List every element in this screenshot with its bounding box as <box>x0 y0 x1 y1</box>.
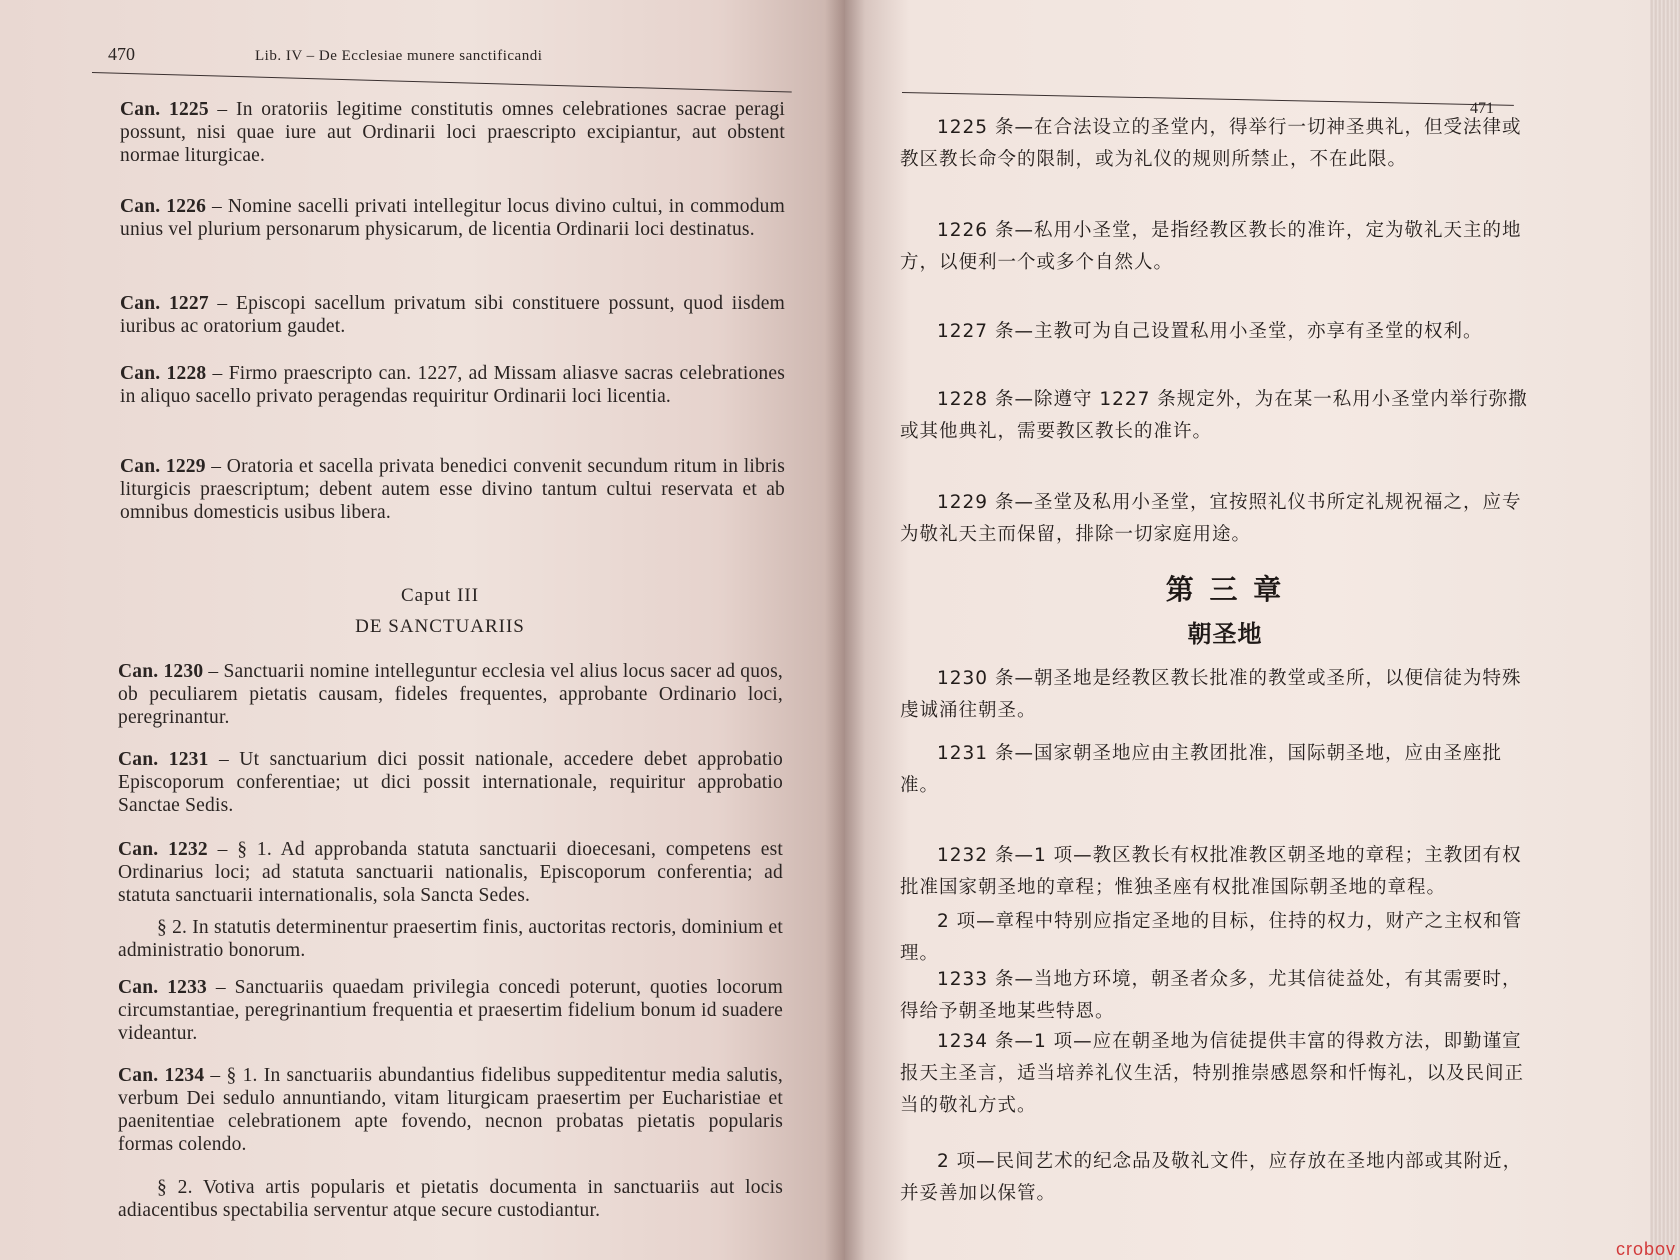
canon-text: – § 1. Ad approbanda statuta sanctuarii dioecesani, competens est Ordinarius loci; ad statuta sanctuarii nationalis, Episcoporum conferentia; ad statuta sanctuarii internationalis, sola Sancta Sedes. <box>118 839 783 906</box>
canon-number: Can. 1232 <box>118 839 208 860</box>
canon-1231-latin <box>118 748 783 817</box>
caput-title: DE SANCTUARIIS <box>355 616 525 637</box>
canon-number: Can. 1225 <box>120 99 209 120</box>
caput-label: Caput III <box>400 585 480 606</box>
watermark: crobov <box>1615 1239 1676 1259</box>
canon-1225-chinese: 1225 条—在合法设立的圣堂内，得举行一切神圣典礼，但受法律或教区教长命令的限制，或为礼仪的规则所禁止，不在此限。 <box>900 117 1522 170</box>
canon-1234-par2-latin <box>118 1176 783 1222</box>
right-page <box>845 0 1650 1260</box>
canon-text: – Ut sanctuarium dici possit nationale, accedere debet approbatio Episcoporum conferentiae; ut dici possit internationale, requiritur approbatio Sanctae Sedis. <box>118 749 784 816</box>
canon-text: – Nomine sacelli privati intellegitur locus divino cultui, in commodum unius vel plurium personarum physicarum, de licentia Ordinarii loci destinatus. <box>120 196 785 240</box>
canon-text: § 2. Votiva artis popularis et pietatis documenta in sanctuariis aut locis adiacentibus spectabilia serventur atque secure custodiantur. <box>118 1177 783 1221</box>
canon-text: – Sanctuarii nomine intelleguntur ecclesia vel alius locus sacer ad quos, ob peculiarem pietatis causam, fideles frequentes, approbante Ordinario loci, peregrinantur. <box>118 661 783 728</box>
canon-1226-chinese: 1226 条—私用小圣堂，是指经教区教长的准许，定为敬礼天主的地方，以便利一个或多个自然人。 <box>900 220 1522 273</box>
canon-1233-chinese: 1233 条—当地方环境，朝圣者众多，尤其信徒益处，有其需要时，得给予朝圣地某些特恩。 <box>900 969 1522 1022</box>
canon-text: – Firmo praescripto can. 1227, ad Missam aliasve sacras celebrationes in aliquo sacello privato peragendas requiritur Ordinarii loci licentia. <box>120 363 785 407</box>
canon-number: Can. 1234 <box>118 1065 205 1086</box>
left-running-head-title: Lib. IV – De Ecclesiae munere sanctificandi <box>255 48 543 64</box>
canon-1232-chinese: 1232 条—1 项—教区教长有权批准教区朝圣地的章程；主教团有权批准国家朝圣地的章程；惟独圣座有权批准国际朝圣地的章程。 <box>900 845 1522 898</box>
canon-1225-latin <box>120 98 785 167</box>
canon-1232-latin <box>118 838 783 907</box>
book-gutter <box>825 0 865 1260</box>
canon-text: § 2. In statutis determinentur praesertim finis, auctoritas rectoris, dominium et administratio bonorum. <box>118 917 783 961</box>
canon-1229-latin <box>120 455 785 524</box>
chapter-label: 第 三 章 <box>1165 573 1285 606</box>
right-page-number: 471 <box>1470 100 1494 117</box>
canon-number: Can. 1229 <box>120 456 206 477</box>
canon-text: – Oratoria et sacella privata benedici convenit secundum ritum in libris liturgicis praescriptum; debent autem esse divino tantum cultui reservata et ab omnibus domesticis usibus libera. <box>120 456 785 523</box>
canon-1231-chinese: 1231 条—国家朝圣地应由主教团批准，国际朝圣地，应由圣座批准。 <box>900 743 1502 796</box>
left-page-number: 470 <box>108 44 135 64</box>
page-edges <box>1650 0 1680 1260</box>
canon-1230-latin <box>118 660 783 729</box>
canon-1233-latin <box>118 976 783 1045</box>
left-header-rule <box>92 72 792 93</box>
chapter-title: 朝圣地 <box>1187 620 1263 648</box>
canon-1234-latin <box>118 1064 783 1156</box>
canon-number: Can. 1231 <box>118 749 209 770</box>
canon-text: – Episcopi sacellum privatum sibi constituere possunt, quod iisdem iuribus ac oratorium gaudet. <box>120 293 785 337</box>
canon-1226-latin <box>120 195 785 241</box>
canon-number: Can. 1230 <box>118 661 204 682</box>
canon-1234-par2-chinese: 2 项—民间艺术的纪念品及敬礼文件，应存放在圣地内部或其附近，并妥善加以保管。 <box>900 1151 1523 1204</box>
canon-1228-latin <box>120 362 785 408</box>
canon-1230-chinese: 1230 条—朝圣地是经教区教长批准的教堂或圣所，以便信徒为特殊虔诚涌往朝圣。 <box>900 668 1522 721</box>
canon-number: Can. 1233 <box>118 977 208 998</box>
canon-text: – § 1. In sanctuariis abundantius fidelibus suppeditentur media salutis, verbum Dei sedulo annuntiando, vitam liturgicam praesertim per Eucharistiae et paenitentiae celebrationem apte fovendo, necnon probatas pietatis popularis formas colendo. <box>118 1065 783 1155</box>
canon-1227-chinese: 1227 条—主教可为自己设置私用小圣堂，亦享有圣堂的权利。 <box>937 321 1483 342</box>
canon-1232-par2-chinese: 2 项—章程中特别应指定圣地的目标，住持的权力，财产之主权和管理。 <box>900 911 1523 964</box>
right-header-rule <box>902 92 1514 106</box>
canon-number: Can. 1228 <box>120 363 207 384</box>
canon-1229-chinese: 1229 条—圣堂及私用小圣堂，宜按照礼仪书所定礼规祝福之，应专为敬礼天主而保留，排除一切家庭用途。 <box>900 492 1522 545</box>
canon-1232-par2-latin <box>118 916 783 962</box>
canon-number: Can. 1226 <box>120 196 207 217</box>
canon-text: – In oratoriis legitime constitutis omnes celebrationes sacrae peragi possunt, nisi quae iure aut Ordinarii loci praescripto excipiantur, aut obstent normae liturgicae. <box>120 99 785 166</box>
canon-1234-chinese: 1234 条—1 项—应在朝圣地为信徒提供丰富的得救方法，即勤谨宣报天主圣言，适当培养礼仪生活，特别推崇感恩祭和忏悔礼，以及民间正当的敬礼方式。 <box>900 1031 1525 1116</box>
canon-number: Can. 1227 <box>120 293 209 314</box>
canon-text: – Sanctuariis quaedam privilegia concedi poterunt, quoties locorum circumstantiae, peregrinantium frequentia et praesertim fidelium bonum id suadere videantur. <box>118 977 783 1044</box>
canon-1228-chinese: 1228 条—除遵守 1227 条规定外，为在某一私用小圣堂内举行弥撒或其他典礼，需要教区教长的准许。 <box>900 389 1528 442</box>
canon-1227-latin <box>120 292 785 338</box>
